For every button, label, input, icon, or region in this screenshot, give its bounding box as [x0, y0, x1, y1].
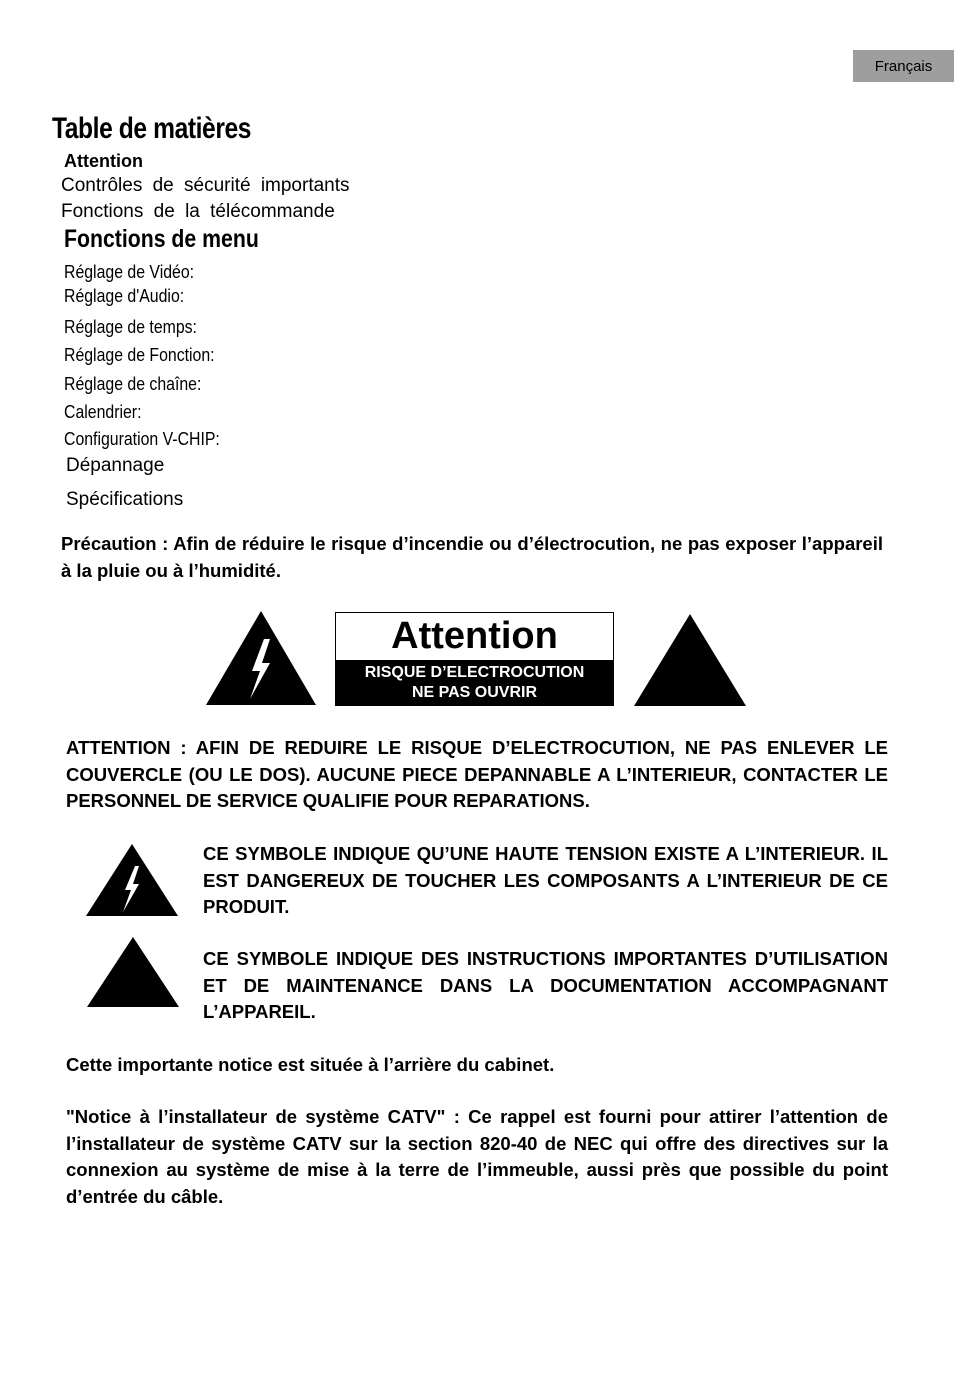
exclamation-symbol-icon: [85, 935, 181, 1009]
warning-label-footer: [336, 660, 613, 705]
toc-menu-item: Calendrier:: [64, 402, 142, 422]
exclamation-warning-icon: [632, 612, 748, 708]
toc-menu-item: Réglage de temps:: [64, 317, 197, 337]
warning-label-line1: RISQUE D’ELECTROCUTION: [364, 664, 585, 681]
attention-paragraph: ATTENTION : AFIN DE REDUIRE LE RISQUE D’ELECTROCUTION, NE PAS ENLEVER LE COUVERCLE (OU LE DOS). AUCUNE PIECE DEPANNABLE A L’INTERIEUR, CONTACTER LE PERSONNEL DE SERVICE QUALIFIE POUR REPARATIONS.: [66, 737, 888, 811]
toc-menu-title: Fonctions de menu: [64, 225, 259, 253]
precaution-text: Précaution : Afin de réduire le risque d’incendie ou d’électrocution, ne pas exposer l’appareil à la pluie ou à l’humidité.: [61, 533, 883, 581]
lightning-symbol-text: CE SYMBOLE INDIQUE QU’UNE HAUTE TENSION EXISTE A L’INTERIEUR. IL EST DANGEREUX DE TOUCHER LES COMPOSANTS A L’INTERIEUR DE CE PRODUIT.: [203, 843, 888, 917]
catv-notice-text: "Notice à l’installateur de système CATV" : Ce rappel est fourni pour attirer l’attention de l’installateur de système CATV sur la section 820-40 de NEC qui offre des directives sur la connexion au système de mise à la terre de l’immeuble, aussi près que possible du point d’entrée du câble.: [66, 1106, 888, 1207]
toc-menu-item: Réglage de chaîne:: [64, 374, 202, 394]
toc-item-specifications: Spécifications: [66, 489, 184, 510]
lightning-symbol-icon: [84, 842, 180, 918]
exclamation-symbol-text: CE SYMBOLE INDIQUE DES INSTRUCTIONS IMPORTANTES D’UTILISATION ET DE MAINTENANCE DANS LA DOCUMENTATION ACCOMPAGNANT L’APPAREIL.: [203, 948, 888, 1022]
language-tab: Français: [853, 50, 954, 82]
lightning-warning-icon: [204, 609, 318, 707]
toc-menu-item: Configuration V-CHIP:: [64, 429, 220, 449]
toc-menu-item: Réglage de Fonction:: [64, 345, 215, 365]
warning-label: [335, 612, 614, 706]
toc-item-remote-functions: Fonctions de la télécommande: [61, 201, 335, 222]
toc-title: Table de matières: [52, 112, 252, 145]
notice-location-text: Cette importante notice est située à l’arrière du cabinet.: [66, 1054, 555, 1075]
toc-item-attention: Attention: [64, 151, 143, 171]
toc-menu-item: Réglage d'Audio:: [64, 286, 185, 306]
toc-menu-item: Réglage de Vidéo:: [64, 262, 195, 282]
warning-label-title: Attention: [391, 615, 558, 657]
toc-item-troubleshooting: Dépannage: [66, 455, 165, 476]
warning-label-line2: NE PAS OUVRIR: [411, 684, 538, 701]
toc-item-safety-controls: Contrôles de sécurité importants: [61, 175, 350, 196]
